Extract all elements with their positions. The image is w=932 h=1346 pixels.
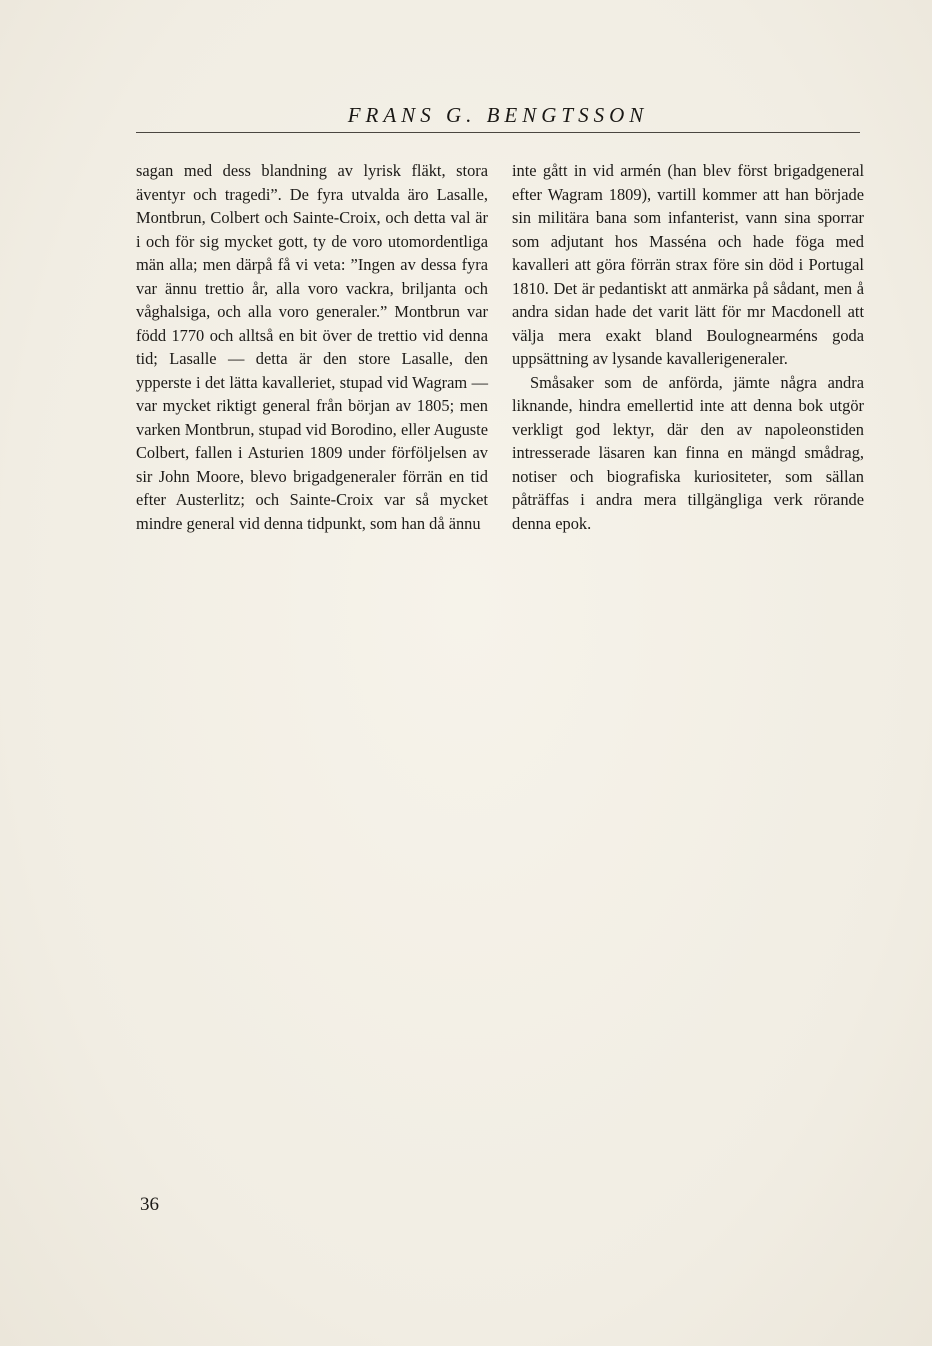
page-number: 36 bbox=[140, 1194, 159, 1215]
right-column bbox=[512, 159, 864, 535]
left-paragraph-1: sagan med dess blandning av lyrisk fläkt, stora äventyr och tragedi”. De fyra utvalda äro Lasalle, Montbrun, Colbert och Sainte-Croix, och detta val är i och för sig mycket gott, ty de voro utomordentliga män alla; men därpå få vi veta: ”Ingen av dessa fyra var ännu trettio år, alla voro vackra, briljanta och våghalsiga, och alla voro generaler.” Montbrun var född 1770 och alltså en bit över de trettio vid denna tid; Lasalle — detta är den store Lasalle, den ypperste i det lätta kavalleriet, stupad vid Wagram — var mycket riktigt general från början av 1805; men varken Montbrun, stupad vid Borodino, eller Auguste Colbert, fallen i Asturien 1809 under förföljelsen av sir John Moore, blevo brigadgeneraler förrän en tid efter Austerlitz; och Sainte-Croix var så mycket mindre general vid denna tidpunkt, som han då ännu bbox=[136, 161, 488, 533]
left-column bbox=[136, 159, 488, 535]
running-head-title: FRANS G. BENGTSSON bbox=[347, 103, 649, 127]
right-paragraph-1: inte gått in vid armén (han blev först brigadgeneral efter Wagram 1809), vartill kommer att han började sin militära bana som infanterist, vann sina sporrar som adjutant hos Masséna och hade föga med kavalleri att göra förrän strax före sin död i Portugal 1810. Det är pedantiskt att anmärka på sådant, men å andra sidan hade det varit lätt för mr Macdonell att välja mera exakt bland Boulognearméns goda uppsättning av lysande kavallerigeneraler. bbox=[512, 161, 864, 368]
header-rule bbox=[136, 132, 860, 133]
right-paragraph-2: Småsaker som de anförda, jämte några andra liknande, hindra emellertid inte att denna bok utgör verkligt god lektyr, där den av napoleonstiden intresserade läsaren kan finna en mängd smådrag, notiser och biografiska kuriositeter, som sällan påträffas i andra mera tillgängliga verk rörande denna epok. bbox=[512, 372, 864, 533]
